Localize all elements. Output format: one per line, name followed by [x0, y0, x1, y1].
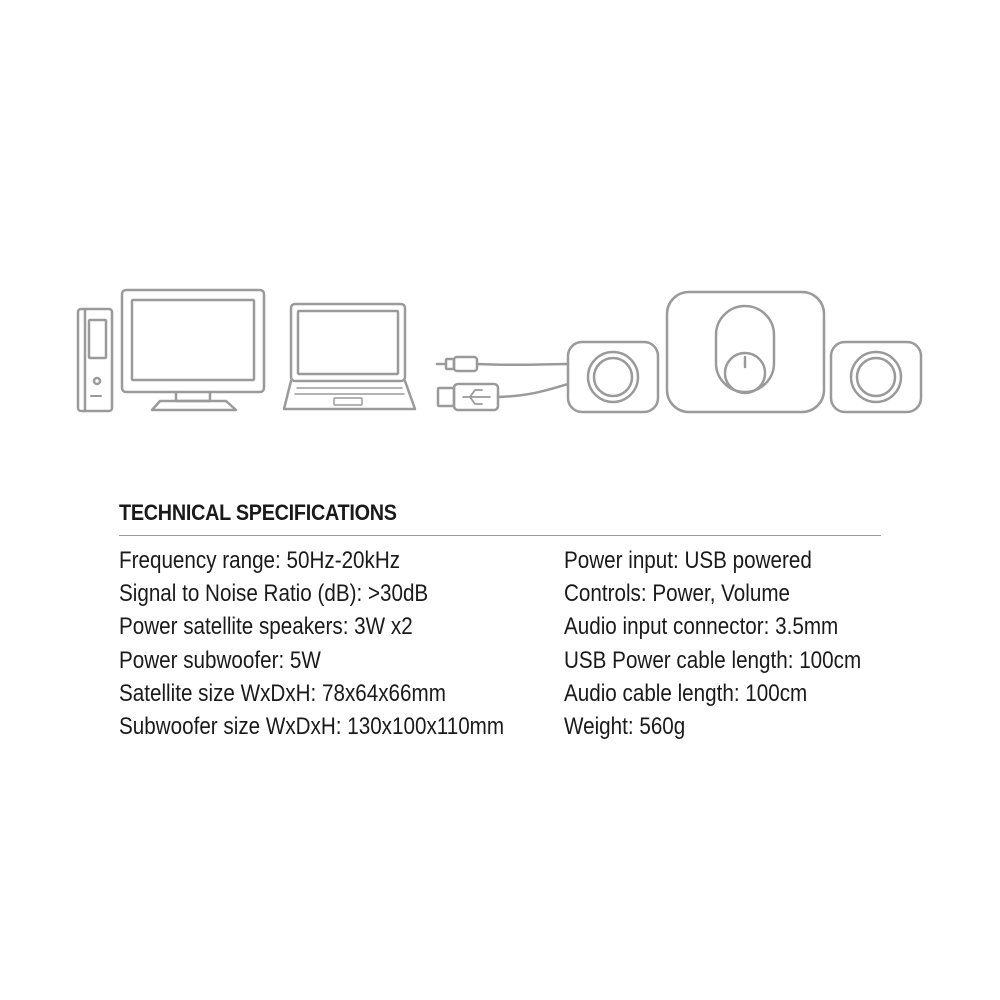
spec-item: Weight: 560g: [564, 713, 686, 741]
specs-right-column: [564, 544, 881, 743]
spec-item: Audio cable length: 100cm: [564, 679, 808, 707]
right-satellite-speaker-icon: [831, 342, 921, 412]
spec-item: Signal to Noise Ratio (dB): >30dB: [119, 580, 429, 608]
specs-left-column: [119, 544, 564, 743]
left-satellite-speaker-icon: [568, 342, 658, 412]
audio-jack-icon: [437, 357, 568, 371]
spec-item: Power subwoofer: 5W: [119, 646, 321, 674]
specs-title: TECHNICAL SPECIFICATIONS: [119, 500, 397, 525]
usb-plug-icon: [438, 384, 568, 410]
spec-item: Subwoofer size WxDxH: 130x100x110mm: [119, 713, 505, 741]
connectivity-illustration: [0, 270, 1000, 440]
spec-item: Power satellite speakers: 3W x2: [119, 613, 413, 641]
spec-item: Frequency range: 50Hz-20kHz: [119, 547, 401, 574]
spec-item: Power input: USB powered: [564, 547, 812, 574]
spec-item: Satellite size WxDxH: 78x64x66mm: [119, 679, 446, 707]
monitor-icon: [122, 290, 264, 410]
spec-item: Controls: Power, Volume: [564, 580, 791, 608]
desktop-tower-icon: [78, 309, 112, 411]
spec-item: Audio input connector: 3.5mm: [564, 613, 839, 641]
divider: [119, 535, 881, 536]
technical-specifications: [119, 500, 881, 743]
laptop-icon: [284, 304, 415, 409]
spec-item: USB Power cable length: 100cm: [564, 646, 862, 674]
subwoofer-icon: [667, 292, 824, 412]
